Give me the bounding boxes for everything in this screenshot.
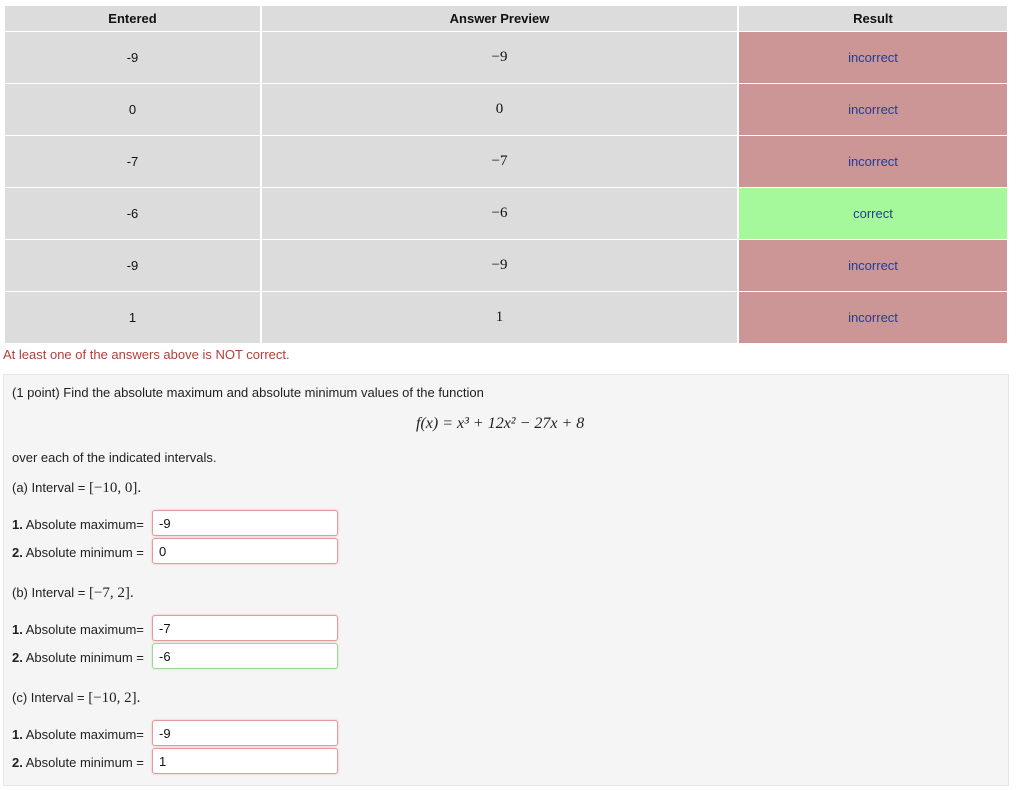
part-c-max-num: 1. <box>12 727 23 742</box>
part-b-max-text: Absolute maximum= <box>22 622 144 637</box>
interval-b-label <box>12 585 134 602</box>
part-b-min-num: 2. <box>12 650 23 665</box>
part-a-max-label <box>12 517 144 532</box>
entered-cell: -9 <box>5 32 260 83</box>
warning-message: At least one of the answers above is NOT correct. <box>3 347 290 362</box>
interval-c-value: [−10, 2]. <box>88 690 141 706</box>
part-a-max-num: 1. <box>12 517 23 532</box>
table-row <box>5 84 1007 135</box>
result-cell: incorrect <box>739 32 1007 83</box>
part-c-min-text: Absolute minimum = <box>22 755 144 770</box>
entered-cell: -6 <box>5 188 260 239</box>
table-row <box>5 136 1007 187</box>
results-table <box>3 5 1009 344</box>
table-row <box>5 32 1007 83</box>
header-result: Result <box>739 6 1007 31</box>
interval-a-prefix: (a) Interval = <box>12 480 89 495</box>
problem-over-text: over each of the indicated intervals. <box>12 450 217 465</box>
part-c-max-input[interactable] <box>152 720 338 746</box>
preview-cell: −9 <box>262 32 737 83</box>
header-answer-preview: Answer Preview <box>262 6 737 31</box>
interval-a-label <box>12 480 141 497</box>
part-a-max-input[interactable] <box>152 510 338 536</box>
preview-cell: 1 <box>262 292 737 343</box>
part-b-min-label <box>12 650 144 665</box>
interval-a-value: [−10, 0]. <box>88 480 142 496</box>
preview-cell: −7 <box>262 136 737 187</box>
preview-cell: −6 <box>262 188 737 239</box>
part-b-min-input[interactable] <box>152 643 338 669</box>
preview-cell: 0 <box>262 84 737 135</box>
part-c-min-num: 2. <box>12 755 23 770</box>
interval-b-prefix: (b) Interval = <box>12 585 89 600</box>
result-cell: incorrect <box>739 292 1007 343</box>
entered-cell: 0 <box>5 84 260 135</box>
preview-cell: −9 <box>262 240 737 291</box>
part-c-max-text: Absolute maximum= <box>22 727 144 742</box>
table-row <box>5 240 1007 291</box>
part-c-min-input[interactable] <box>152 748 338 774</box>
table-row <box>5 188 1007 239</box>
interval-c-label <box>12 690 140 707</box>
part-b-max-label <box>12 622 144 637</box>
entered-cell: -7 <box>5 136 260 187</box>
part-b-min-text: Absolute minimum = <box>22 650 144 665</box>
problem-intro: (1 point) Find the absolute maximum and absolute minimum values of the function <box>12 385 484 400</box>
result-cell: incorrect <box>739 136 1007 187</box>
function-formula: f(x) = x³ + 12x² − 27x + 8 <box>416 415 585 432</box>
results-header-row <box>5 6 1007 31</box>
result-cell: correct <box>739 188 1007 239</box>
part-b-max-num: 1. <box>12 622 23 637</box>
part-a-min-num: 2. <box>12 545 23 560</box>
part-a-min-label <box>12 545 144 560</box>
part-c-max-label <box>12 727 144 742</box>
part-a-min-input[interactable] <box>152 538 338 564</box>
result-cell: incorrect <box>739 240 1007 291</box>
part-c-min-label <box>12 755 144 770</box>
entered-cell: 1 <box>5 292 260 343</box>
entered-cell: -9 <box>5 240 260 291</box>
interval-b-value: [−7, 2]. <box>88 585 134 601</box>
result-cell: incorrect <box>739 84 1007 135</box>
problem-panel <box>3 374 1009 786</box>
header-entered: Entered <box>5 6 260 31</box>
part-a-min-text: Absolute minimum = <box>22 545 144 560</box>
table-row <box>5 292 1007 343</box>
interval-c-prefix: (c) Interval = <box>12 690 89 705</box>
part-b-max-input[interactable] <box>152 615 338 641</box>
part-a-max-text: Absolute maximum= <box>22 517 144 532</box>
